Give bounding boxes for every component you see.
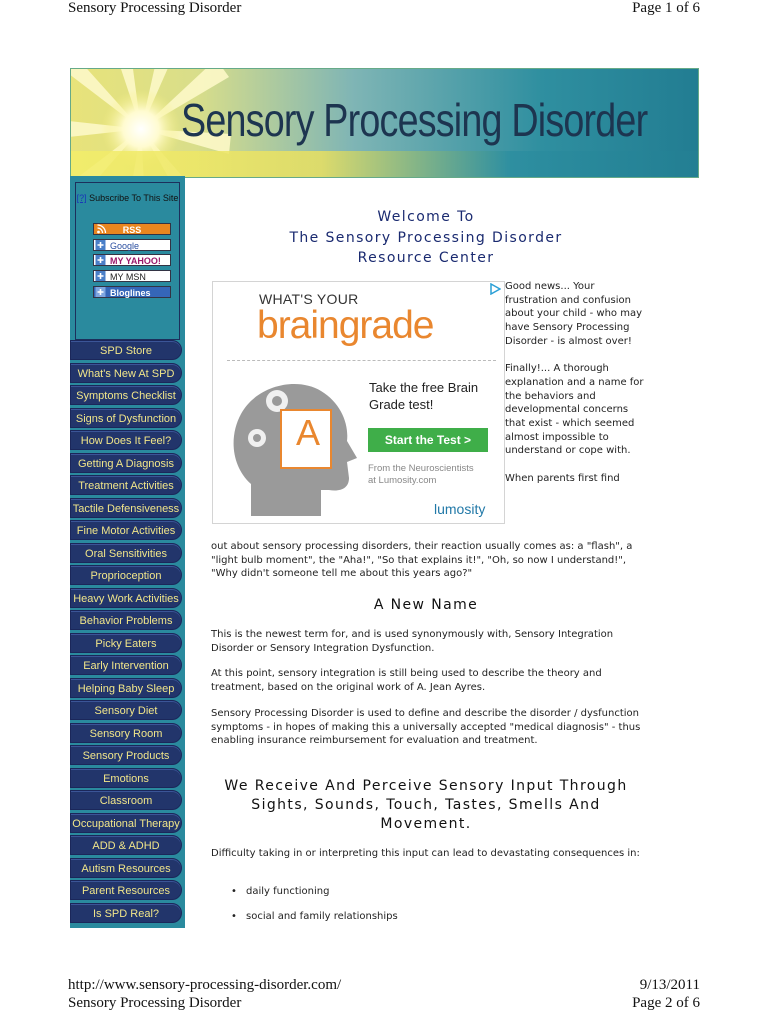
welcome-line-3: Resource Center: [357, 250, 495, 266]
page-number: Page 1 of 6: [632, 0, 700, 16]
page-url: http://www.sensory-processing-disorder.com/: [68, 977, 342, 993]
receive-heading-line-1: We Receive And Perceive Sensory Input Through: [224, 778, 628, 794]
nav-item[interactable]: Sensory Room: [70, 723, 182, 743]
page-header-title: Sensory Processing Disorder: [68, 0, 242, 16]
list-item-text: daily functioning: [246, 886, 330, 897]
google-feed-button[interactable]: [93, 239, 171, 251]
nav-item[interactable]: Occupational Therapy: [70, 813, 182, 833]
sidebar: [70, 176, 185, 928]
receive-paragraph: Difficulty taking in or interpreting this input can lead to devastating consequences in:: [211, 848, 640, 859]
intro-side-text: [505, 280, 650, 486]
ad-braingrade: braingrade: [257, 304, 434, 347]
lumosity-logo: lumosity: [434, 501, 486, 517]
grade-letter: A: [295, 412, 320, 453]
nav-item[interactable]: Oral Sensitivities: [70, 543, 182, 563]
nav-item[interactable]: Getting A Diagnosis: [70, 453, 182, 473]
rss-feed-button[interactable]: [93, 223, 171, 235]
page-header: [68, 0, 700, 20]
nav-item[interactable]: Symptoms Checklist: [70, 385, 182, 405]
ad-divider: [227, 360, 496, 361]
site-banner[interactable]: [70, 68, 699, 178]
nav-item[interactable]: Sensory Diet: [70, 700, 182, 720]
plus-icon: [95, 287, 106, 297]
receive-heading-line-3: Movement.: [380, 816, 472, 832]
bloglines-feed-button[interactable]: [93, 286, 171, 298]
yahoo-feed-button[interactable]: [93, 254, 171, 266]
msn-feed-button[interactable]: [93, 270, 171, 282]
nav-item[interactable]: Behavior Problems: [70, 610, 182, 630]
ad-headline: WHAT'S YOUR: [259, 291, 359, 307]
subscribe-text: [76, 193, 179, 204]
next-page-title: Sensory Processing Disorder: [68, 995, 242, 1011]
subscribe-box: [75, 182, 180, 340]
banner-band: [71, 151, 698, 177]
nav-item[interactable]: Helping Baby Sleep: [70, 678, 182, 698]
ad-take-text: [369, 379, 478, 413]
nav-item[interactable]: Early Intervention: [70, 655, 182, 675]
plus-icon: [95, 240, 106, 250]
parents-paragraph: out about sensory processing disorders, their reaction usually comes as: a "flash", a "light bulb moment", the "Aha!", "So that explains it!", "Oh, so now I understand!", "Why didn't someone tell me about this years ago?": [211, 541, 633, 580]
print-date: 9/13/2011: [639, 977, 700, 993]
list-item: [232, 911, 398, 922]
nav-item[interactable]: Tactile Defensiveness: [70, 498, 182, 518]
finally-paragraph: Finally!... A thorough explanation and a name for the behaviors and developmental concerns that exist - which seemed almost impossible to understand or cope with.: [505, 363, 644, 457]
ad-source: [368, 463, 474, 487]
subscribe-help-link[interactable]: [?]: [76, 193, 87, 203]
good-news-paragraph: Good news... Your frustration and confusion about your child - who may have Sensory Processing Disorder - is almost over!: [505, 281, 643, 347]
rss-label: RSS: [122, 225, 142, 235]
list-item-text: social and family relationships: [246, 911, 398, 922]
page-footer: [68, 976, 700, 1012]
nav-item[interactable]: SPD Store: [70, 340, 182, 360]
start-test-button[interactable]: Start the Test >: [368, 428, 488, 452]
yahoo-label: MY YAHOO!: [110, 256, 161, 266]
parents-paragraph-start: When parents first find: [505, 472, 620, 484]
rss-icon: [96, 224, 107, 234]
new-name-paragraph-2: At this point, sensory integration is still being used to describe the theory and treatment, based on the original work of A. Jean Ayres.: [211, 668, 602, 693]
google-label: Google: [110, 241, 140, 251]
nav-item[interactable]: Treatment Activities: [70, 475, 182, 495]
welcome-line-1: Welcome To: [377, 209, 475, 225]
new-name-paragraph-1: This is the newest term for, and is used synonymously with, Sensory Integration Disorder or Sensory Integration Dysfunction.: [211, 629, 614, 654]
subscribe-label: Subscribe To This Site: [89, 193, 179, 203]
nav-item[interactable]: Sensory Products: [70, 745, 182, 765]
nav-item[interactable]: How Does It Feel?: [70, 430, 182, 450]
nav-item[interactable]: Picky Eaters: [70, 633, 182, 653]
ad-source-line-1: From the Neuroscientists: [368, 463, 474, 474]
receive-heading-line-2: Sights, Sounds, Touch, Tastes, Smells And: [251, 797, 601, 813]
new-name-heading: A New Name: [373, 597, 479, 613]
adchoices-icon[interactable]: [489, 283, 501, 295]
new-name-paragraph-3: Sensory Processing Disorder is used to define and describe the disorder / dysfunction symptoms - in hopes of making this a universally accepted "medical diagnosis" - thus enabling insurance reimbursement for evaluation and treatment.: [211, 708, 641, 747]
nav-item[interactable]: Signs of Dysfunction: [70, 408, 182, 428]
nav-item[interactable]: ADD & ADHD: [70, 835, 182, 855]
nav-item[interactable]: Is SPD Real?: [70, 903, 182, 923]
nav-item[interactable]: Classroom: [70, 790, 182, 810]
ad-take-line-1: Take the free Brain: [369, 380, 479, 395]
nav-item[interactable]: Autism Resources: [70, 858, 182, 878]
brain-grade-ad[interactable]: [212, 281, 505, 524]
plus-icon: [95, 271, 106, 281]
receive-heading: [206, 777, 646, 834]
nav-item[interactable]: Parent Resources: [70, 880, 182, 900]
bloglines-label: Bloglines: [110, 288, 151, 298]
msn-label: MY MSN: [110, 272, 146, 282]
welcome-heading: [206, 207, 646, 269]
plus-icon: [95, 255, 106, 265]
nav-item[interactable]: Proprioception: [70, 565, 182, 585]
welcome-line-2: The Sensory Processing Disorder: [289, 229, 563, 246]
ad-source-line-2: at Lumosity.com: [368, 475, 437, 486]
next-page-number: Page 2 of 6: [632, 995, 700, 1011]
nav-item[interactable]: Emotions: [70, 768, 182, 788]
banner-title: Sensory Processing Disorder: [181, 94, 648, 146]
ad-take-line-2: Grade test!: [369, 397, 434, 412]
nav-item[interactable]: Heavy Work Activities: [70, 588, 182, 608]
nav-item[interactable]: What's New At SPD: [70, 363, 182, 383]
nav-item[interactable]: Fine Motor Activities: [70, 520, 182, 540]
list-item: [232, 886, 329, 897]
